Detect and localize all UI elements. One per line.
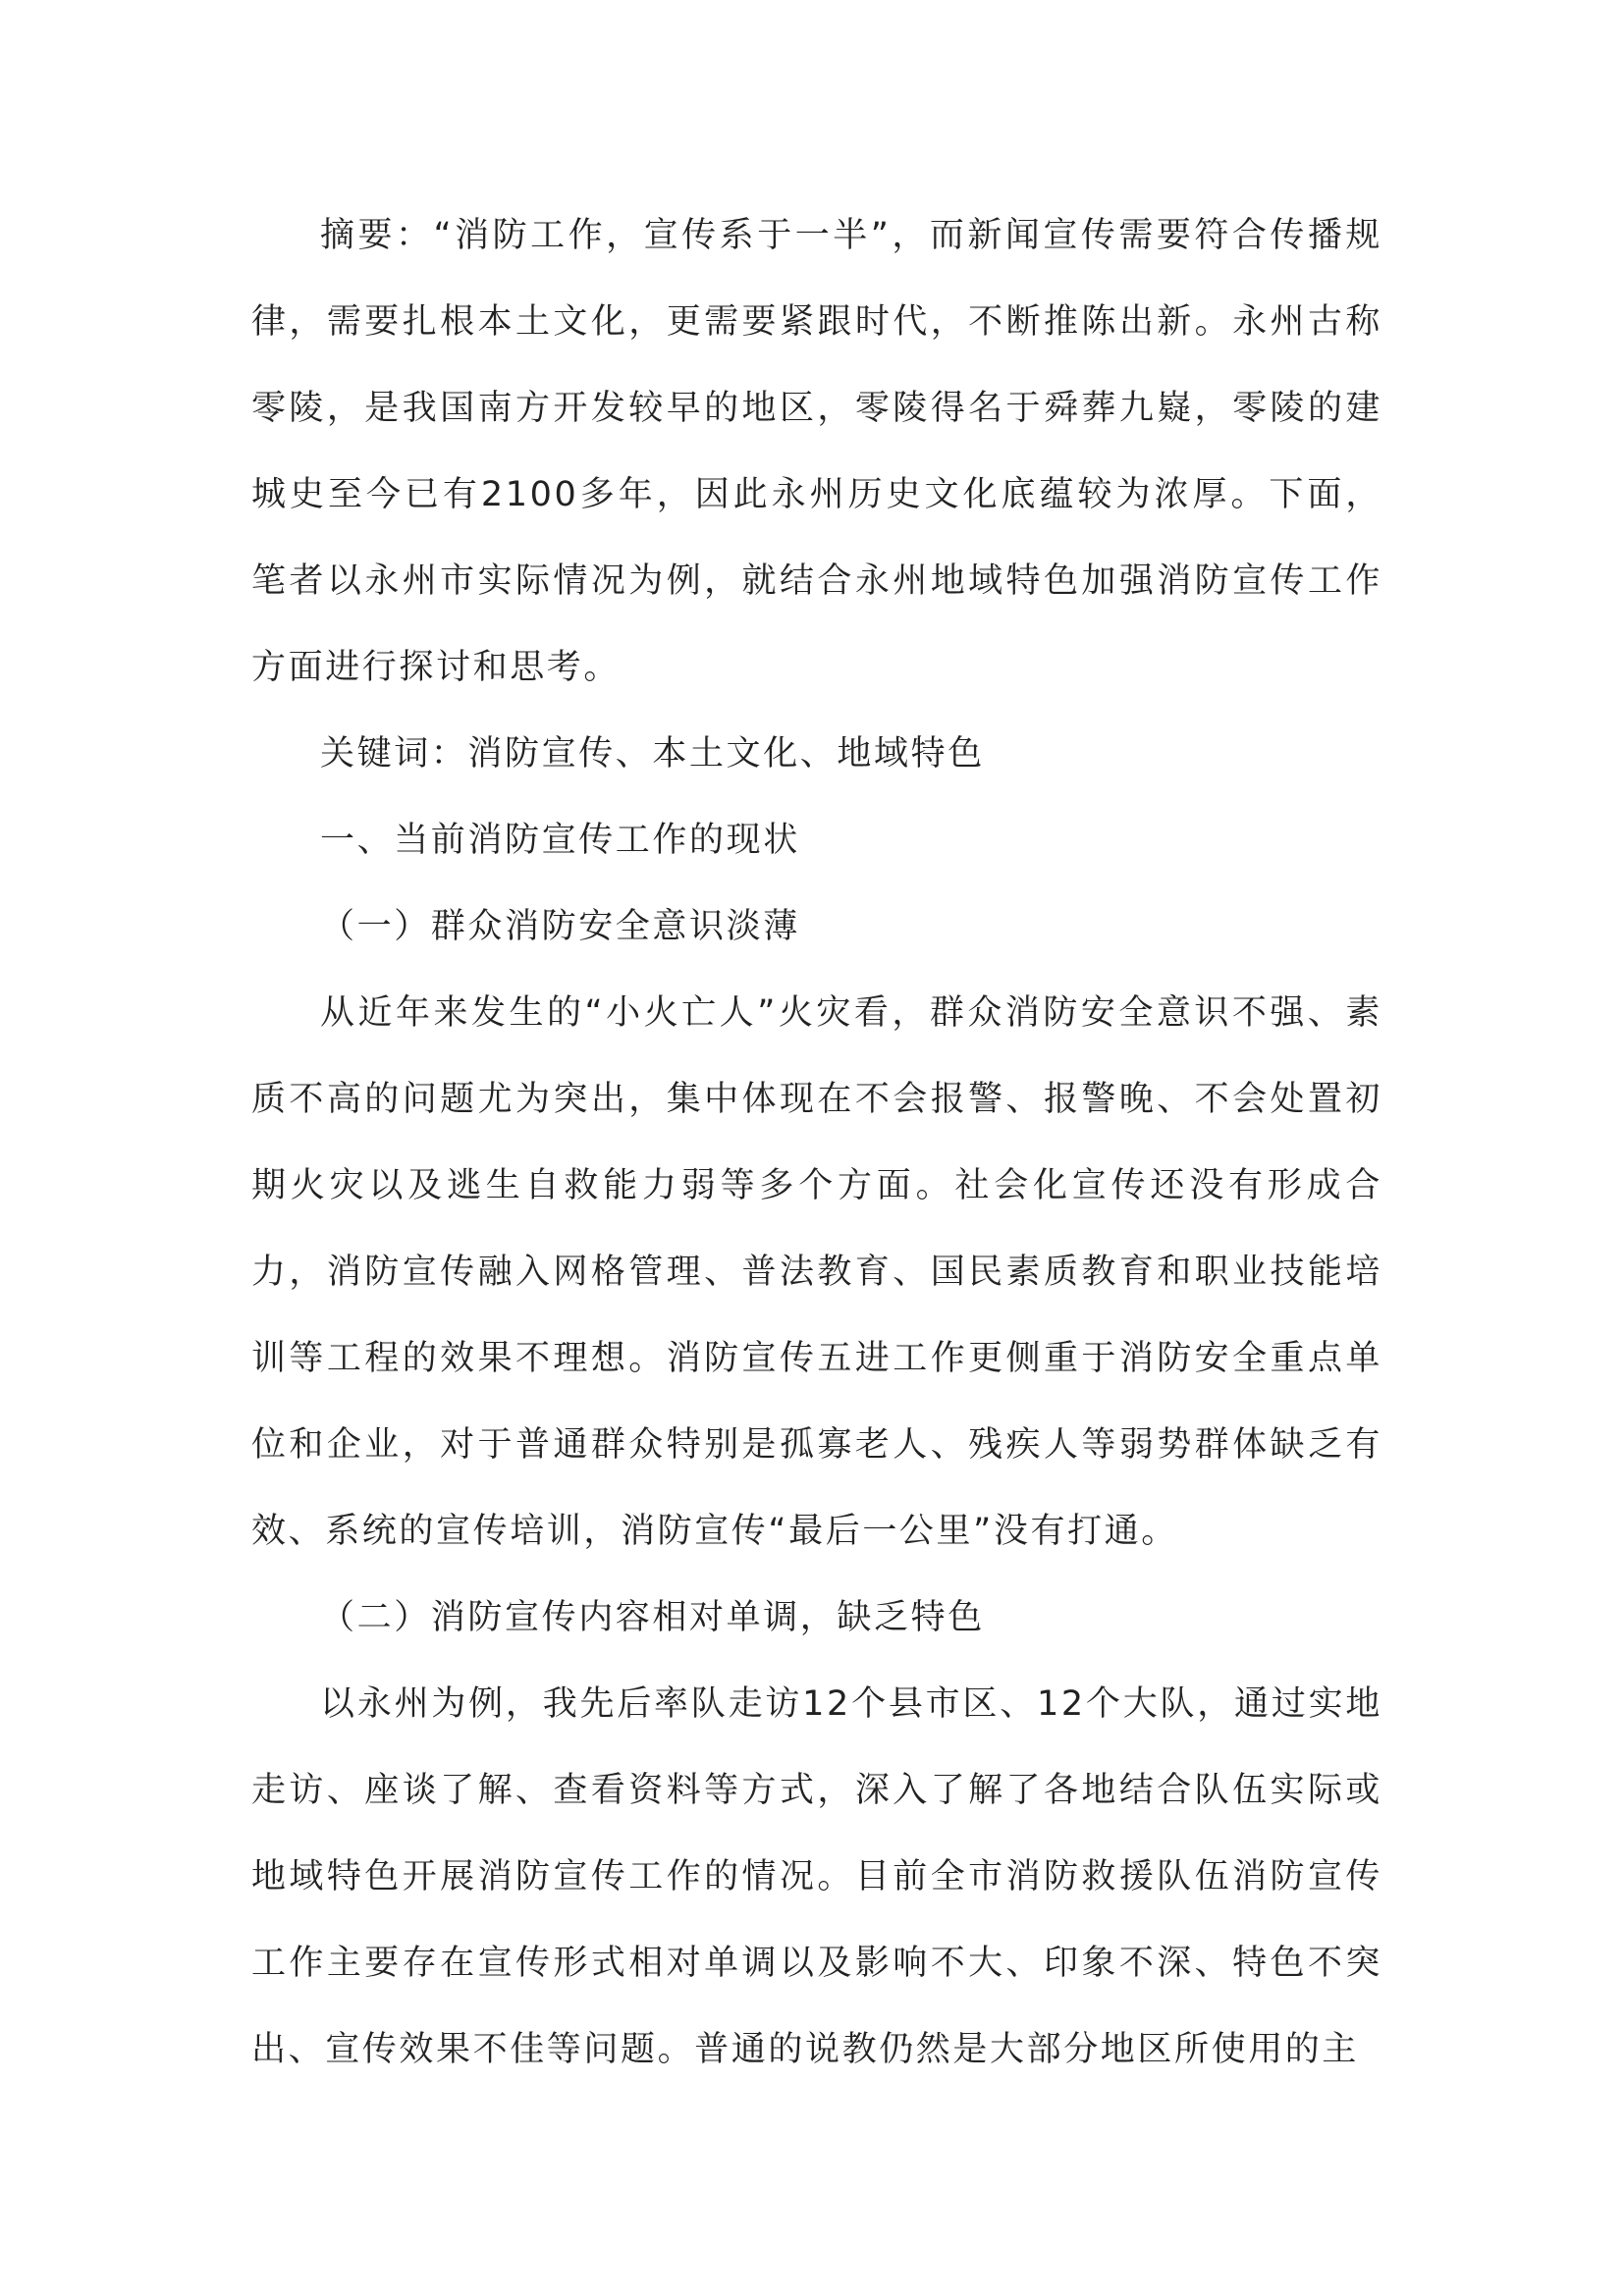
body-paragraph-2: 以永州为例，我先后率队走访12个县市区、12个大队，通过实地走访、座谈了解、查看资料等方式，深入了解了各地结合队伍实际或地域特色开展消防宣传工作的情况。目前全市消防救援队伍消防宣传工作主要存在宣传形式相对单调以及影响不大、印象不深、特色不突出、宣传效果不佳等问题。普通的说教仍然是大部分地区所使用的主: [251, 1684, 1382, 2069]
document-body: [251, 192, 1382, 2093]
section-heading-1: 一、当前消防宣传工作的现状: [320, 821, 800, 860]
abstract-paragraph: 摘要：“消防工作，宣传系于一半”，而新闻宣传需要符合传播规律，需要扎根本土文化，更需要紧跟时代，不断推陈出新。永州古称零陵，是我国南方开发较早的地区，零陵得名于舜葬九嶷，零陵的建城史至今已有2100多年，因此永州历史文化底蕴较为浓厚。下面，笔者以永州市实际情况为例，就结合永州地域特色加强消防宣传工作方面进行探讨和思考。: [251, 216, 1382, 687]
subsection-heading-1: （一）群众消防安全意识淡薄: [320, 907, 800, 946]
body-paragraph-1: 从近年来发生的“小火亡人”火灾看，群众消防安全意识不强、素质不高的问题尤为突出，集中体现在不会报警、报警晚、不会处置初期火灾以及逃生自救能力弱等多个方面。社会化宣传还没有形成合力，消防宣传融入网格管理、普法教育、国民素质教育和职业技能培训等工程的效果不理想。消防宣传五进工作更侧重于消防安全重点单位和企业，对于普通群众特别是孤寡老人、残疾人等弱势群体缺乏有效、系统的宣传培训，消防宣传“最后一公里”没有打通。: [251, 993, 1382, 1551]
keywords-line: 关键词：消防宣传、本土文化、地域特色: [320, 734, 985, 774]
subsection-heading-2: （二）消防宣传内容相对单调，缺乏特色: [320, 1598, 985, 1637]
